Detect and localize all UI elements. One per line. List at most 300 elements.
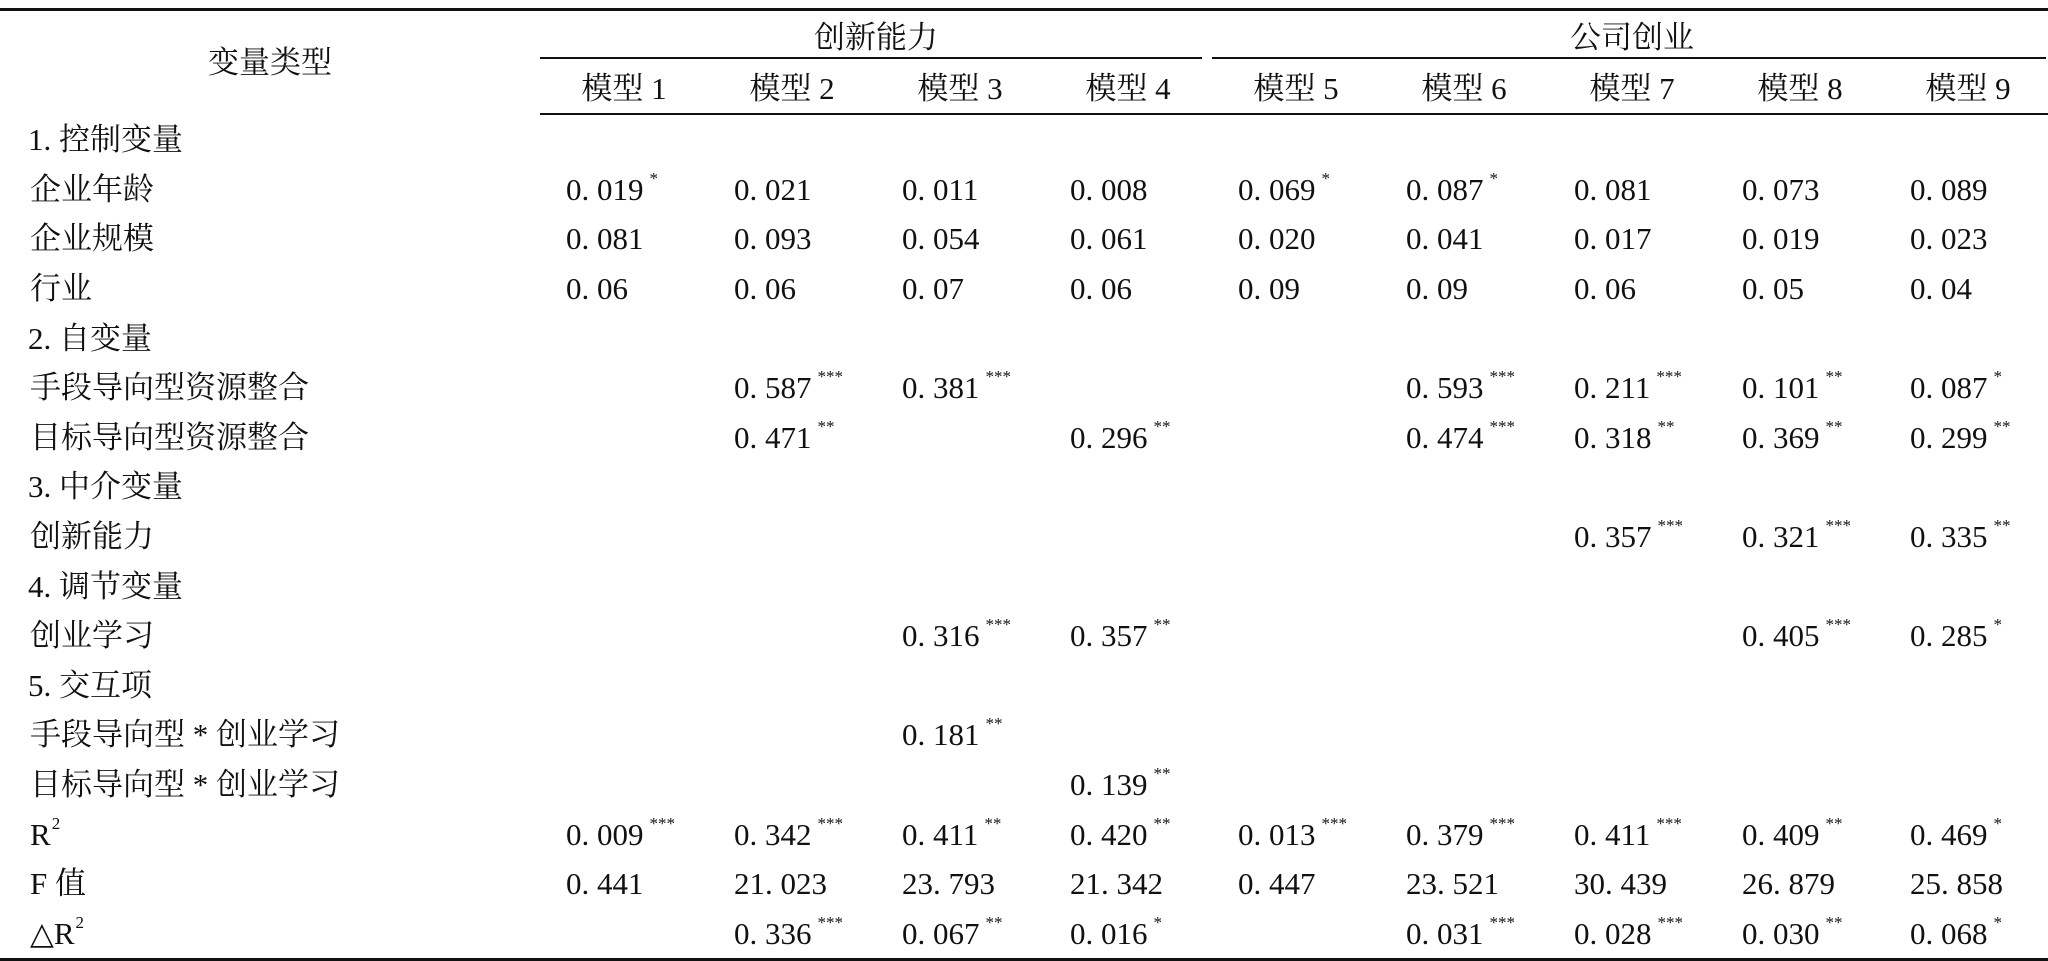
coefficient-value: 0. 09 <box>1238 271 1300 307</box>
value-cell-model-8 <box>1716 561 1884 611</box>
value-cell-model-5 <box>1212 313 1380 363</box>
table-row <box>0 413 2048 463</box>
value-cell-model-2 <box>708 313 876 363</box>
coefficient-value: 0. 068 <box>1910 915 1988 951</box>
coefficient-value: 0. 021 <box>734 171 812 207</box>
significance-stars: * <box>1993 615 2002 635</box>
section-label <box>0 313 540 363</box>
model-header-8: 模型 8 <box>1716 63 1884 114</box>
value-cell-model-4 <box>1044 561 1212 611</box>
value-cell-model-4 <box>1044 413 1212 463</box>
value-cell-model-7 <box>1548 710 1716 760</box>
coefficient-value: 0. 09 <box>1406 271 1468 307</box>
value-cell-model-6 <box>1380 809 1548 859</box>
value-cell-model-6 <box>1380 760 1548 810</box>
value-cell-model-1 <box>540 809 708 859</box>
value-cell-model-8 <box>1716 214 1884 264</box>
value-cell-model-4 <box>1044 710 1212 760</box>
value-cell-model-9 <box>1884 909 2048 960</box>
value-cell-model-7 <box>1548 313 1716 363</box>
table-row <box>0 909 2048 960</box>
significance-stars: ** <box>984 813 1002 833</box>
value-cell-model-1 <box>540 363 708 413</box>
value-cell-model-8 <box>1716 661 1884 711</box>
coefficient-value: 0. 335 <box>1910 519 1988 555</box>
value-cell-model-7 <box>1548 114 1716 165</box>
value-cell-model-5 <box>1212 561 1380 611</box>
table-row <box>0 859 2048 909</box>
model-header-9: 模型 9 <box>1884 63 2048 114</box>
coefficient-value: 0. 441 <box>566 866 644 902</box>
value-cell-model-5 <box>1212 909 1380 960</box>
model-header-4: 模型 4 <box>1044 63 1212 114</box>
value-cell-model-8 <box>1716 710 1884 760</box>
value-cell-model-4 <box>1044 760 1212 810</box>
row-label <box>0 611 540 661</box>
value-cell-model-7 <box>1548 214 1716 264</box>
significance-stars: ** <box>985 912 1003 932</box>
significance-stars: ** <box>1153 813 1171 833</box>
value-cell-model-8 <box>1716 363 1884 413</box>
value-cell-model-2 <box>708 561 876 611</box>
value-cell-model-4 <box>1044 114 1212 165</box>
row-label <box>0 413 540 463</box>
coefficient-value: 0. 031 <box>1406 915 1484 951</box>
significance-stars: ** <box>1657 416 1675 436</box>
coefficient-value: 0. 285 <box>1910 618 1988 654</box>
coefficient-value: 0. 420 <box>1070 816 1148 852</box>
coefficient-value: 0. 023 <box>1910 221 1988 257</box>
coefficient-value: 0. 321 <box>1742 519 1820 555</box>
value-cell-model-5 <box>1212 114 1380 165</box>
value-cell-model-7 <box>1548 264 1716 314</box>
value-cell-model-6 <box>1380 214 1548 264</box>
significance-stars: *** <box>1657 912 1683 932</box>
value-cell-model-3 <box>876 859 1044 909</box>
significance-stars: * <box>649 168 658 188</box>
value-cell-model-4 <box>1044 214 1212 264</box>
row-label-text: 4. 调节变量 <box>28 568 183 604</box>
value-cell-model-5 <box>1212 760 1380 810</box>
coefficient-value: 0. 06 <box>566 271 628 307</box>
row-label-text: 创新能力 <box>30 519 154 555</box>
significance-stars: *** <box>985 367 1011 387</box>
significance-stars: ** <box>1993 416 2011 436</box>
coefficient-value: 0. 019 <box>566 171 644 207</box>
row-label-text: 企业年龄 <box>30 171 154 207</box>
value-cell-model-6 <box>1380 114 1548 165</box>
group-header-corporate-entrepreneurship: 公司创业 <box>1212 10 2048 64</box>
row-label <box>0 710 540 760</box>
significance-stars: ** <box>1825 912 1843 932</box>
value-cell-model-1 <box>540 264 708 314</box>
section-row <box>0 561 2048 611</box>
value-cell-model-8 <box>1716 462 1884 512</box>
value-cell-model-7 <box>1548 561 1716 611</box>
significance-stars: *** <box>1656 813 1682 833</box>
section-label <box>0 462 540 512</box>
coefficient-value: 0. 411 <box>902 816 979 852</box>
value-cell-model-9 <box>1884 114 2048 165</box>
coefficient-value: 0. 016 <box>1070 915 1148 951</box>
model-header-7: 模型 7 <box>1548 63 1716 114</box>
significance-stars: *** <box>817 912 843 932</box>
value-cell-model-3 <box>876 165 1044 215</box>
coefficient-value: 0. 073 <box>1742 171 1820 207</box>
coefficient-value: 0. 411 <box>1574 816 1651 852</box>
significance-stars: *** <box>1657 516 1683 536</box>
row-label-text: 企业规模 <box>30 221 154 257</box>
value-cell-model-9 <box>1884 710 2048 760</box>
value-cell-model-1 <box>540 909 708 960</box>
row-label-superscript: 2 <box>75 912 85 932</box>
value-cell-model-9 <box>1884 462 2048 512</box>
coefficient-value: 0. 041 <box>1406 221 1484 257</box>
coefficient-value: 0. 087 <box>1910 370 1988 406</box>
value-cell-model-8 <box>1716 859 1884 909</box>
value-cell-model-8 <box>1716 313 1884 363</box>
coefficient-value: 0. 139 <box>1070 767 1148 803</box>
value-cell-model-3 <box>876 462 1044 512</box>
value-cell-model-4 <box>1044 363 1212 413</box>
value-cell-model-7 <box>1548 413 1716 463</box>
value-cell-model-6 <box>1380 859 1548 909</box>
coefficient-value: 0. 081 <box>566 221 644 257</box>
value-cell-model-1 <box>540 413 708 463</box>
coefficient-value: 0. 030 <box>1742 915 1820 951</box>
significance-stars: ** <box>1993 516 2011 536</box>
coefficient-value: 0. 019 <box>1742 221 1820 257</box>
value-cell-model-7 <box>1548 809 1716 859</box>
coefficient-value: 0. 379 <box>1406 816 1484 852</box>
row-label-text: △R <box>30 915 75 951</box>
coefficient-value: 0. 409 <box>1742 816 1820 852</box>
value-cell-model-5 <box>1212 413 1380 463</box>
table-row <box>0 611 2048 661</box>
row-label-text: 目标导向型 * 创业学习 <box>30 767 340 803</box>
coefficient-value: 0. 020 <box>1238 221 1316 257</box>
row-label <box>0 264 540 314</box>
value-cell-model-1 <box>540 462 708 512</box>
coefficient-value: 0. 07 <box>902 271 964 307</box>
value-cell-model-7 <box>1548 512 1716 562</box>
value-cell-model-7 <box>1548 462 1716 512</box>
value-cell-model-1 <box>540 561 708 611</box>
value-cell-model-4 <box>1044 859 1212 909</box>
regression-results-table <box>0 8 2048 961</box>
value-cell-model-2 <box>708 661 876 711</box>
significance-stars: ** <box>1153 615 1171 635</box>
value-cell-model-1 <box>540 313 708 363</box>
coefficient-value: 0. 06 <box>1070 271 1132 307</box>
value-cell-model-5 <box>1212 512 1380 562</box>
section-label <box>0 561 540 611</box>
section-row <box>0 313 2048 363</box>
value-cell-model-1 <box>540 214 708 264</box>
significance-stars: ** <box>1825 813 1843 833</box>
coefficient-value: 0. 405 <box>1742 618 1820 654</box>
row-label-text: 手段导向型资源整合 <box>30 370 309 406</box>
value-cell-model-8 <box>1716 264 1884 314</box>
value-cell-model-2 <box>708 214 876 264</box>
value-cell-model-7 <box>1548 611 1716 661</box>
value-cell-model-2 <box>708 909 876 960</box>
coefficient-value: 0. 299 <box>1910 419 1988 455</box>
value-cell-model-5 <box>1212 363 1380 413</box>
value-cell-model-3 <box>876 214 1044 264</box>
value-cell-model-5 <box>1212 809 1380 859</box>
value-cell-model-9 <box>1884 313 2048 363</box>
value-cell-model-4 <box>1044 462 1212 512</box>
value-cell-model-9 <box>1884 561 2048 611</box>
value-cell-model-8 <box>1716 909 1884 960</box>
significance-stars: *** <box>985 615 1011 635</box>
value-cell-model-7 <box>1548 661 1716 711</box>
value-cell-model-3 <box>876 313 1044 363</box>
coefficient-value: 0. 067 <box>902 915 980 951</box>
value-cell-model-5 <box>1212 165 1380 215</box>
coefficient-value: 0. 081 <box>1574 171 1652 207</box>
value-cell-model-4 <box>1044 313 1212 363</box>
value-cell-model-8 <box>1716 760 1884 810</box>
value-cell-model-7 <box>1548 363 1716 413</box>
value-cell-model-6 <box>1380 165 1548 215</box>
row-label-text: F 值 <box>30 866 86 902</box>
coefficient-value: 0. 101 <box>1742 370 1820 406</box>
value-cell-model-9 <box>1884 809 2048 859</box>
value-cell-model-6 <box>1380 462 1548 512</box>
value-cell-model-8 <box>1716 165 1884 215</box>
value-cell-model-9 <box>1884 760 2048 810</box>
coefficient-value: 0. 06 <box>1574 271 1636 307</box>
coefficient-value: 0. 587 <box>734 370 812 406</box>
group-header-innovation: 创新能力 <box>540 10 1212 64</box>
coefficient-value: 0. 357 <box>1070 618 1148 654</box>
value-cell-model-6 <box>1380 909 1548 960</box>
value-cell-model-8 <box>1716 413 1884 463</box>
row-label <box>0 760 540 810</box>
section-label <box>0 114 540 165</box>
coefficient-value: 30. 439 <box>1574 866 1667 902</box>
coefficient-value: 0. 593 <box>1406 370 1484 406</box>
value-cell-model-6 <box>1380 561 1548 611</box>
coefficient-value: 25. 858 <box>1910 866 2003 902</box>
coefficient-value: 0. 381 <box>902 370 980 406</box>
model-header-2: 模型 2 <box>708 63 876 114</box>
value-cell-model-2 <box>708 859 876 909</box>
coefficient-value: 23. 793 <box>902 866 995 902</box>
value-cell-model-2 <box>708 710 876 760</box>
value-cell-model-9 <box>1884 214 2048 264</box>
value-cell-model-3 <box>876 760 1044 810</box>
coefficient-value: 21. 342 <box>1070 866 1163 902</box>
table-row <box>0 264 2048 314</box>
value-cell-model-2 <box>708 264 876 314</box>
value-cell-model-3 <box>876 710 1044 760</box>
significance-stars: *** <box>1489 912 1515 932</box>
value-cell-model-5 <box>1212 264 1380 314</box>
coefficient-value: 0. 474 <box>1406 419 1484 455</box>
value-cell-model-7 <box>1548 909 1716 960</box>
value-cell-model-9 <box>1884 512 2048 562</box>
coefficient-value: 0. 318 <box>1574 419 1652 455</box>
value-cell-model-9 <box>1884 611 2048 661</box>
significance-stars: *** <box>1489 813 1515 833</box>
significance-stars: *** <box>1825 516 1851 536</box>
value-cell-model-3 <box>876 611 1044 661</box>
coefficient-value: 0. 017 <box>1574 221 1652 257</box>
value-cell-model-3 <box>876 114 1044 165</box>
value-cell-model-4 <box>1044 611 1212 661</box>
value-cell-model-1 <box>540 611 708 661</box>
value-cell-model-2 <box>708 760 876 810</box>
row-label <box>0 909 540 960</box>
coefficient-value: 0. 05 <box>1742 271 1804 307</box>
significance-stars: *** <box>1489 367 1515 387</box>
row-label-text: 手段导向型 * 创业学习 <box>30 717 340 753</box>
value-cell-model-5 <box>1212 661 1380 711</box>
table-row <box>0 710 2048 760</box>
row-label-text: R <box>30 816 51 852</box>
coefficient-value: 0. 069 <box>1238 171 1316 207</box>
table-row <box>0 363 2048 413</box>
section-label <box>0 661 540 711</box>
significance-stars: * <box>1153 912 1162 932</box>
value-cell-model-2 <box>708 809 876 859</box>
value-cell-model-2 <box>708 363 876 413</box>
value-cell-model-2 <box>708 611 876 661</box>
significance-stars: *** <box>1321 813 1347 833</box>
value-cell-model-8 <box>1716 114 1884 165</box>
coefficient-value: 0. 316 <box>902 618 980 654</box>
row-label-text: 行业 <box>30 271 92 307</box>
value-cell-model-3 <box>876 363 1044 413</box>
value-cell-model-2 <box>708 413 876 463</box>
value-cell-model-4 <box>1044 264 1212 314</box>
significance-stars: *** <box>1489 416 1515 436</box>
variable-type-header: 变量类型 <box>0 10 540 115</box>
value-cell-model-2 <box>708 512 876 562</box>
value-cell-model-6 <box>1380 313 1548 363</box>
table-row <box>0 214 2048 264</box>
coefficient-value: 0. 06 <box>734 271 796 307</box>
value-cell-model-6 <box>1380 661 1548 711</box>
coefficient-value: 0. 011 <box>902 171 979 207</box>
value-cell-model-8 <box>1716 809 1884 859</box>
coefficient-value: 21. 023 <box>734 866 827 902</box>
row-label-text: 创业学习 <box>30 618 154 654</box>
coefficient-value: 0. 447 <box>1238 866 1316 902</box>
value-cell-model-1 <box>540 165 708 215</box>
value-cell-model-1 <box>540 710 708 760</box>
coefficient-value: 0. 336 <box>734 915 812 951</box>
value-cell-model-6 <box>1380 264 1548 314</box>
value-cell-model-4 <box>1044 661 1212 711</box>
significance-stars: ** <box>1825 367 1843 387</box>
regression-table-container <box>0 8 2046 961</box>
value-cell-model-5 <box>1212 611 1380 661</box>
value-cell-model-6 <box>1380 710 1548 760</box>
significance-stars: ** <box>985 714 1003 734</box>
coefficient-value: 26. 879 <box>1742 866 1835 902</box>
coefficient-value: 0. 008 <box>1070 171 1148 207</box>
row-label <box>0 214 540 264</box>
value-cell-model-9 <box>1884 363 2048 413</box>
row-label-superscript: 2 <box>51 813 61 833</box>
coefficient-value: 0. 009 <box>566 816 644 852</box>
model-header-6: 模型 6 <box>1380 63 1548 114</box>
row-label <box>0 809 540 859</box>
value-cell-model-6 <box>1380 611 1548 661</box>
value-cell-model-3 <box>876 264 1044 314</box>
table-row <box>0 760 2048 810</box>
value-cell-model-1 <box>540 859 708 909</box>
value-cell-model-4 <box>1044 909 1212 960</box>
significance-stars: * <box>1489 168 1498 188</box>
value-cell-model-4 <box>1044 512 1212 562</box>
value-cell-model-2 <box>708 462 876 512</box>
table-row <box>0 512 2048 562</box>
value-cell-model-3 <box>876 661 1044 711</box>
coefficient-value: 0. 296 <box>1070 419 1148 455</box>
coefficient-value: 0. 471 <box>734 419 812 455</box>
value-cell-model-1 <box>540 760 708 810</box>
coefficient-value: 0. 211 <box>1574 370 1651 406</box>
model-header-3: 模型 3 <box>876 63 1044 114</box>
table-row <box>0 809 2048 859</box>
significance-stars: *** <box>649 813 675 833</box>
value-cell-model-7 <box>1548 760 1716 810</box>
significance-stars: ** <box>817 416 835 436</box>
significance-stars: * <box>1993 813 2002 833</box>
value-cell-model-4 <box>1044 165 1212 215</box>
coefficient-value: 0. 04 <box>1910 271 1972 307</box>
coefficient-value: 0. 369 <box>1742 419 1820 455</box>
significance-stars: ** <box>1153 416 1171 436</box>
value-cell-model-6 <box>1380 512 1548 562</box>
row-label-text: 3. 中介变量 <box>28 469 183 505</box>
value-cell-model-5 <box>1212 214 1380 264</box>
value-cell-model-2 <box>708 165 876 215</box>
table-row <box>0 165 2048 215</box>
model-header-5: 模型 5 <box>1212 63 1380 114</box>
value-cell-model-9 <box>1884 264 2048 314</box>
value-cell-model-1 <box>540 512 708 562</box>
group-header-row <box>0 10 2048 64</box>
value-cell-model-5 <box>1212 859 1380 909</box>
significance-stars: ** <box>1153 764 1171 784</box>
row-label-text: 1. 控制变量 <box>28 121 183 157</box>
model-header-1: 模型 1 <box>540 63 708 114</box>
value-cell-model-5 <box>1212 710 1380 760</box>
row-label-text: 2. 自变量 <box>28 320 152 356</box>
coefficient-value: 0. 089 <box>1910 171 1988 207</box>
value-cell-model-3 <box>876 512 1044 562</box>
value-cell-model-3 <box>876 561 1044 611</box>
coefficient-value: 0. 087 <box>1406 171 1484 207</box>
table-body <box>0 114 2048 960</box>
coefficient-value: 0. 061 <box>1070 221 1148 257</box>
significance-stars: ** <box>1825 416 1843 436</box>
value-cell-model-5 <box>1212 462 1380 512</box>
coefficient-value: 0. 054 <box>902 221 980 257</box>
coefficient-value: 0. 093 <box>734 221 812 257</box>
coefficient-value: 0. 469 <box>1910 816 1988 852</box>
significance-stars: *** <box>1656 367 1682 387</box>
section-row <box>0 462 2048 512</box>
value-cell-model-6 <box>1380 363 1548 413</box>
significance-stars: * <box>1993 367 2002 387</box>
